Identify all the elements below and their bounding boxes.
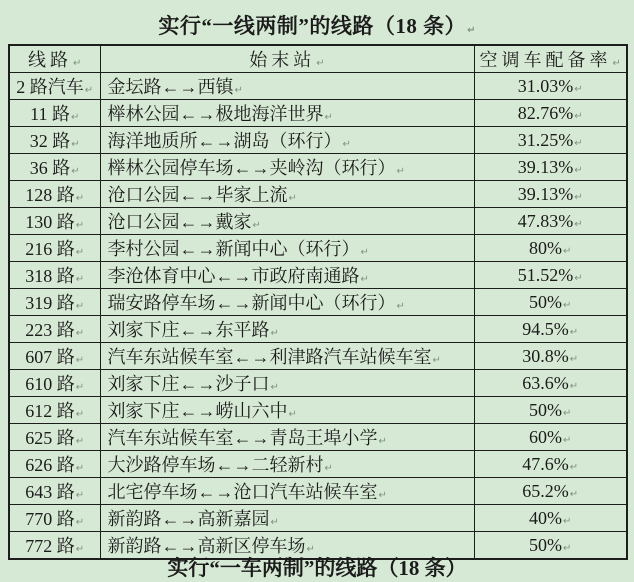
rate-cell: 65.2%↵	[474, 478, 627, 505]
table-header-row	[9, 45, 627, 73]
table-row	[9, 343, 627, 370]
cell-end-mark-icon: ↵	[563, 299, 572, 311]
routes-table-body	[9, 73, 627, 560]
route-cell: 130 路↵	[9, 208, 100, 235]
table-row	[9, 397, 627, 424]
cell-end-mark-icon: ↵	[75, 409, 85, 420]
cell-end-mark-icon: ↵	[75, 463, 85, 474]
stations-cell: 榉林公园停车场←→夹岭沟（环行）↵	[100, 154, 474, 181]
cell-end-mark-icon: ↵	[252, 220, 261, 231]
cell-end-mark-icon: ↵	[574, 110, 583, 122]
cell-end-mark-icon: ↵	[563, 434, 572, 446]
cell-end-mark-icon: ↵	[70, 112, 80, 123]
cell-end-mark-icon: ↵	[569, 488, 579, 500]
cell-end-mark-icon: ↵	[574, 137, 583, 149]
cell-end-mark-icon: ↵	[75, 220, 85, 231]
cell-end-mark-icon: ↵	[569, 380, 579, 392]
table-row	[9, 154, 627, 181]
route-cell: 223 路↵	[9, 316, 100, 343]
rate-cell: 60%↵	[474, 424, 627, 451]
route-cell: 770 路↵	[9, 505, 100, 532]
cell-end-mark-icon: ↵	[612, 58, 621, 69]
cell-end-mark-icon: ↵	[270, 517, 279, 528]
cell-end-mark-icon: ↵	[234, 85, 243, 96]
cell-end-mark-icon: ↵	[342, 139, 351, 150]
header-rate: 空调车配备率↵	[474, 45, 627, 73]
table-row	[9, 127, 627, 154]
cell-end-mark-icon: ↵	[574, 191, 583, 203]
stations-cell: 李沧体育中心←→市政府南通路↵	[100, 262, 474, 289]
cell-end-mark-icon: ↵	[563, 245, 572, 257]
cell-end-mark-icon: ↵	[396, 301, 405, 312]
rate-cell: 40%↵	[474, 505, 627, 532]
cell-end-mark-icon: ↵	[563, 515, 572, 527]
stations-cell: 汽车东站候车室←→利津路汽车站候车室↵	[100, 343, 474, 370]
cell-end-mark-icon: ↵	[360, 247, 369, 258]
route-cell: 128 路↵	[9, 181, 100, 208]
table-row	[9, 208, 627, 235]
cell-end-mark-icon: ↵	[574, 218, 583, 230]
stations-cell: 大沙路停车场←→二轻新村↵	[100, 451, 474, 478]
rate-cell: 50%↵	[474, 397, 627, 424]
cell-end-mark-icon: ↵	[316, 58, 325, 69]
rate-cell: 50%↵	[474, 289, 627, 316]
cell-end-mark-icon: ↵	[75, 328, 85, 339]
cell-end-mark-icon: ↵	[306, 544, 315, 555]
rate-cell: 30.8%↵	[474, 343, 627, 370]
rate-cell: 39.13%↵	[474, 154, 627, 181]
cell-end-mark-icon: ↵	[270, 328, 279, 339]
rate-cell: 50%↵	[474, 532, 627, 560]
cell-end-mark-icon: ↵	[569, 326, 579, 338]
stations-cell: 刘家下庄←→沙子口↵	[100, 370, 474, 397]
cell-end-mark-icon: ↵	[84, 85, 94, 96]
cell-end-mark-icon: ↵	[563, 542, 572, 554]
table-row	[9, 289, 627, 316]
route-cell: 607 路↵	[9, 343, 100, 370]
stations-cell: 榉林公园←→极地海洋世界↵	[100, 100, 474, 127]
cell-end-mark-icon: ↵	[288, 409, 297, 420]
cell-end-mark-icon: ↵	[75, 382, 85, 393]
cell-end-mark-icon: ↵	[432, 355, 441, 366]
stations-cell: 金坛路←→西镇↵	[100, 73, 474, 100]
cell-end-mark-icon: ↵	[75, 193, 85, 204]
rate-cell: 31.25%↵	[474, 127, 627, 154]
cell-end-mark-icon: ↵	[75, 544, 85, 555]
header-route: 线路↵	[9, 45, 100, 73]
stations-cell: 北宅停车场←→沧口汽车站候车室↵	[100, 478, 474, 505]
cell-end-mark-icon: ↵	[75, 274, 85, 285]
table-row	[9, 73, 627, 100]
cell-end-mark-icon: ↵	[288, 193, 297, 204]
page-title-text: 实行“一线两制”的线路（18 条）	[158, 14, 467, 38]
paragraph-mark-icon: ↵	[467, 25, 476, 36]
rate-cell: 47.83%↵	[474, 208, 627, 235]
cell-end-mark-icon: ↵	[75, 517, 85, 528]
cell-end-mark-icon: ↵	[574, 164, 583, 176]
header-stations: 始末站↵	[100, 45, 474, 73]
route-cell: 318 路↵	[9, 262, 100, 289]
table-row	[9, 451, 627, 478]
stations-cell: 海洋地质所←→湖岛（环行）↵	[100, 127, 474, 154]
table-row	[9, 370, 627, 397]
rate-cell: 94.5%↵	[474, 316, 627, 343]
table-row	[9, 100, 627, 127]
stations-cell: 刘家下庄←→崂山六中↵	[100, 397, 474, 424]
table-row	[9, 262, 627, 289]
stations-cell: 瑞安路停车场←→新闻中心（环行）↵	[100, 289, 474, 316]
stations-cell: 沧口公园←→戴家↵	[100, 208, 474, 235]
rate-cell: 63.6%↵	[474, 370, 627, 397]
route-cell: 11 路↵	[9, 100, 100, 127]
cell-end-mark-icon: ↵	[574, 272, 583, 284]
cell-end-mark-icon: ↵	[574, 83, 583, 95]
table-row	[9, 181, 627, 208]
route-cell: 36 路↵	[9, 154, 100, 181]
cell-end-mark-icon: ↵	[378, 436, 387, 447]
cell-end-mark-icon: ↵	[569, 353, 579, 365]
cell-end-mark-icon: ↵	[73, 58, 82, 69]
cell-end-mark-icon: ↵	[324, 463, 333, 474]
table-row	[9, 424, 627, 451]
rate-cell: 51.52%↵	[474, 262, 627, 289]
rate-cell: 80%↵	[474, 235, 627, 262]
table-row	[9, 478, 627, 505]
cell-end-mark-icon: ↵	[75, 490, 85, 501]
stations-cell: 汽车东站候车室←→青岛王埠小学↵	[100, 424, 474, 451]
routes-table	[8, 44, 628, 560]
stations-cell: 沧口公园←→毕家上流↵	[100, 181, 474, 208]
cell-end-mark-icon: ↵	[71, 166, 80, 177]
route-cell: 319 路↵	[9, 289, 100, 316]
cell-end-mark-icon: ↵	[75, 247, 85, 258]
rate-cell: 31.03%↵	[474, 73, 627, 100]
stations-cell: 刘家下庄←→东平路↵	[100, 316, 474, 343]
cell-end-mark-icon: ↵	[270, 382, 279, 393]
table-row	[9, 316, 627, 343]
table-row	[9, 235, 627, 262]
route-cell: 625 路↵	[9, 424, 100, 451]
rate-cell: 39.13%↵	[474, 181, 627, 208]
cell-end-mark-icon: ↵	[378, 490, 387, 501]
table-row	[9, 505, 627, 532]
cell-end-mark-icon: ↵	[71, 139, 80, 150]
route-cell: 612 路↵	[9, 397, 100, 424]
cell-end-mark-icon: ↵	[569, 461, 579, 473]
stations-cell: 新韵路←→高新嘉园↵	[100, 505, 474, 532]
cell-end-mark-icon: ↵	[563, 407, 572, 419]
cell-end-mark-icon: ↵	[324, 112, 333, 123]
stations-cell: 李村公园←→新闻中心（环行）↵	[100, 235, 474, 262]
route-cell: 2 路汽车↵	[9, 73, 100, 100]
cell-end-mark-icon: ↵	[75, 355, 85, 366]
route-cell: 643 路↵	[9, 478, 100, 505]
page-title	[0, 0, 634, 40]
route-cell: 626 路↵	[9, 451, 100, 478]
rate-cell: 47.6%↵	[474, 451, 627, 478]
cell-end-mark-icon: ↵	[75, 301, 85, 312]
stations-cell: 新韵路←→高新区停车场↵	[100, 532, 474, 560]
cell-end-mark-icon: ↵	[75, 436, 85, 447]
rate-cell: 82.76%↵	[474, 100, 627, 127]
route-cell: 216 路↵	[9, 235, 100, 262]
route-cell: 610 路↵	[9, 370, 100, 397]
cell-end-mark-icon: ↵	[360, 274, 369, 285]
cell-end-mark-icon: ↵	[396, 166, 405, 177]
route-cell: 32 路↵	[9, 127, 100, 154]
clipped-next-title: 实行“一车两制”的线路（18 条）	[167, 556, 467, 580]
route-cell: 772 路↵	[9, 532, 100, 560]
